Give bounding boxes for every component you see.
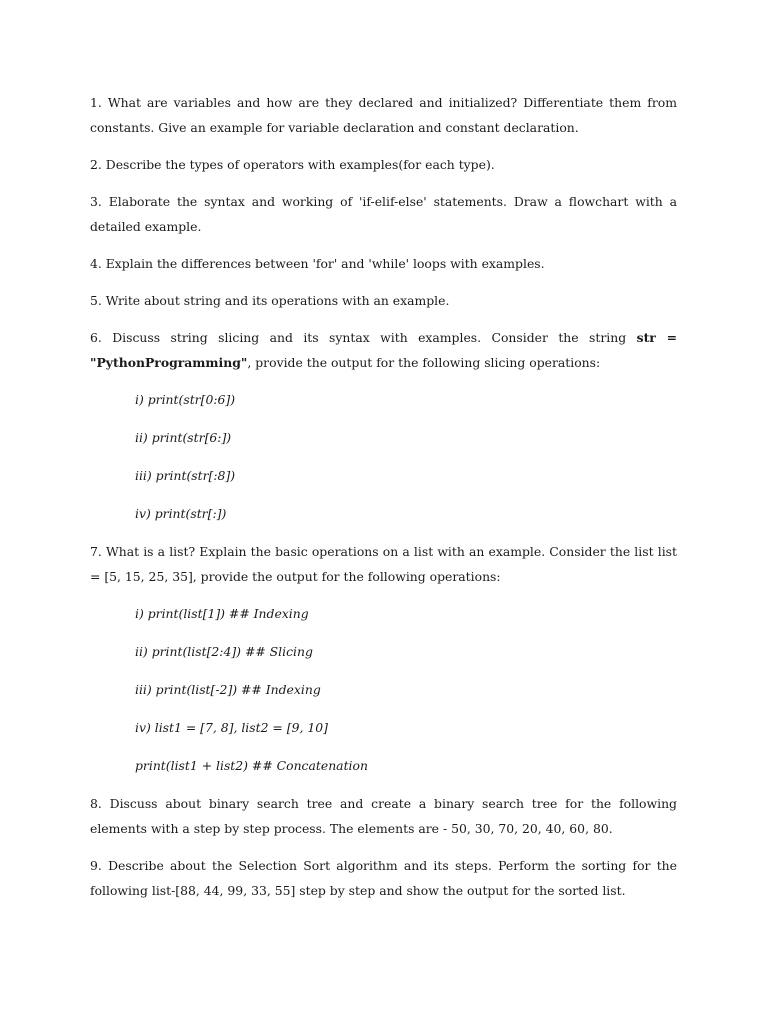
question-4: 4. Explain the differences between 'for' and 'while' loops with examples. <box>90 256 545 271</box>
question-6-item: iv) print(str[:]) <box>135 506 227 521</box>
question-6-bold-term: str = "PythonProgramming" <box>90 330 677 370</box>
question-6-item: ii) print(str[6:]) <box>135 430 232 445</box>
question-6-item: i) print(str[0:6]) <box>135 392 236 407</box>
question-7-item: iii) print(list[-2]) ## Indexing <box>135 682 321 697</box>
question-9: 9. Describe about the Selection Sort algorithm and its steps. Perform the sorting for the following list-[88, 44, 99, 33, 55] step by step and show the output for the sorted list. <box>90 858 677 898</box>
question-6-lead: 6. Discuss string slicing and its syntax with examples. Consider the string <box>90 330 637 345</box>
question-list <box>90 90 677 915</box>
question-7-item: i) print(list[1]) ## Indexing <box>135 606 309 621</box>
question-8: 8. Discuss about binary search tree and create a binary search tree for the following elements with a step by step process. The elements are - 50, 30, 70, 20, 40, 60, 80. <box>90 796 677 836</box>
question-6-item: iii) print(str[:8]) <box>135 468 236 483</box>
question-2: 2. Describe the types of operators with examples(for each type). <box>90 157 495 172</box>
question-1: 1. What are variables and how are they declared and initialized? Differentiate them from constants. Give an example for variable declaration and constant declaration. <box>90 95 677 135</box>
question-7: 7. What is a list? Explain the basic operations on a list with an example. Consider the list list = [5, 15, 25, 35], provide the output for the following operations: <box>90 544 677 584</box>
question-7-item: ii) print(list[2:4]) ## Slicing <box>135 644 313 659</box>
question-7-item: iv) list1 = [7, 8], list2 = [9, 10] <box>135 720 328 735</box>
question-5: 5. Write about string and its operations with an example. <box>90 293 450 308</box>
question-6-tail: , provide the output for the following slicing operations: <box>247 355 601 370</box>
question-6 <box>90 325 677 375</box>
question-7-item: print(list1 + list2) ## Concatenation <box>135 758 368 773</box>
question-3: 3. Elaborate the syntax and working of 'if-elif-else' statements. Draw a flowchart with a detailed example. <box>90 194 677 234</box>
